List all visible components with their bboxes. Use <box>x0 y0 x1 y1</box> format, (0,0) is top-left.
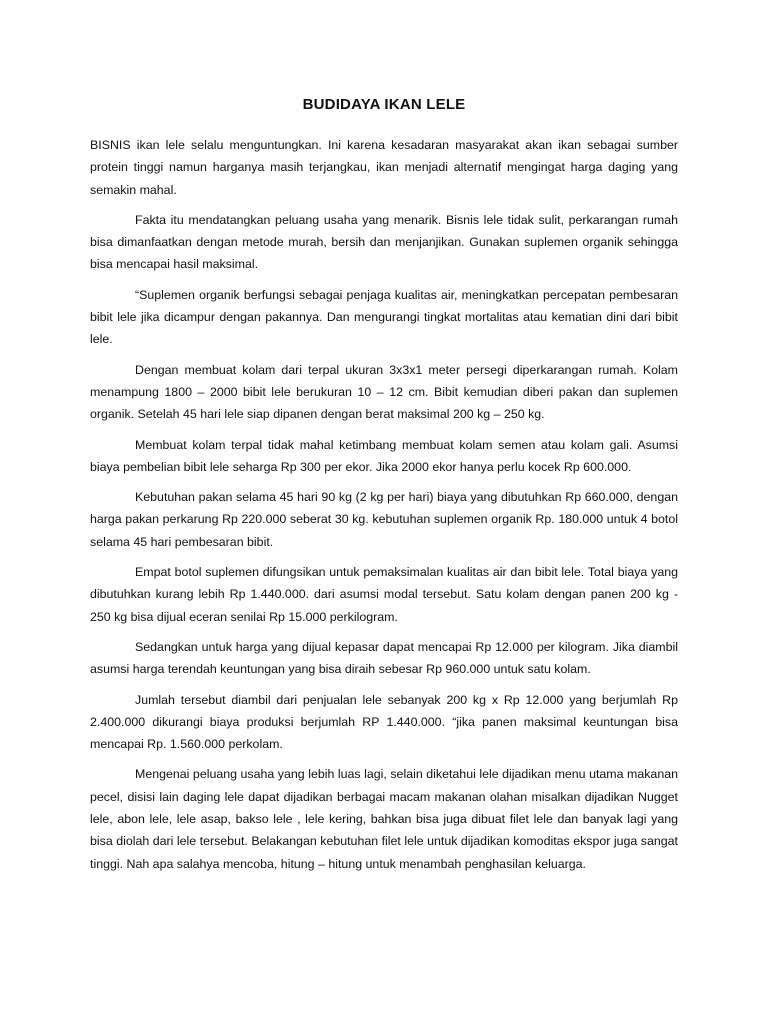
document-body <box>90 134 678 883</box>
paragraph-7: Empat botol suplemen difungsikan untuk pemaksimalan kualitas air dan bibit lele. Total biaya yang dibutuhkan kurang lebih Rp 1.440.000. dari asumsi modal tersebut. Satu kolam dengan panen 200 kg - 250 kg bisa dijual eceran senilai Rp 15.000 perkilogram. <box>90 565 678 624</box>
paragraph-1: BISNIS ikan lele selalu menguntungkan. Ini karena kesadaran masyarakat akan ikan sebagai sumber protein tinggi namun harganya masih terjangkau, ikan menjadi alternatif mengingat harga daging yang semakin mahal. <box>90 138 678 197</box>
paragraph-2: Fakta itu mendatangkan peluang usaha yang menarik. Bisnis lele tidak sulit, perkarangan rumah bisa dimanfaatkan dengan metode murah, bersih dan menjanjikan. Gunakan suplemen organik sehingga bisa mencapai hasil maksimal. <box>90 212 678 272</box>
paragraph-6: Kebutuhan pakan selama 45 hari 90 kg (2 kg per hari) biaya yang dibutuhkan Rp 660.000, dengan harga pakan perkarung Rp 220.000 seberat 30 kg. kebutuhan suplemen organik Rp. 180.000 untuk 4 botol selama 45 hari pembesaran bibit. <box>90 490 678 549</box>
paragraph-5: Membuat kolam terpal tidak mahal ketimbang membuat kolam semen atau kolam gali. Asumsi biaya pembelian bibit lele seharga Rp 300 per ekor. Jika 2000 ekor hanya perlu kocek Rp 600.000. <box>90 437 678 474</box>
paragraph-3: “Suplemen organik berfungsi sebagai penjaga kualitas air, meningkatkan percepatan pembesaran bibit lele jika dicampur dengan pakannya. Dan mengurangi tingkat mortalitas atau kematian dini dari bibit lele. <box>90 287 678 347</box>
paragraph-4: Dengan membuat kolam dari terpal ukuran 3x3x1 meter persegi diperkarangan rumah. Kolam menampung 1800 – 2000 bibit lele berukuran 10 – 12 cm. Bibit kemudian diberi pakan dan suplemen organik. Setelah 45 hari lele siap dipanen dengan berat maksimal 200 kg – 250 kg. <box>90 362 678 422</box>
document-title: BUDIDAYA IKAN LELE <box>302 96 466 113</box>
paragraph-10: Mengenai peluang usaha yang lebih luas lagi, selain diketahui lele dijadikan menu utama makanan pecel, disisi lain daging lele dapat dijadikan berbagai macam makanan olahan misalkan dijadikan Nugget lele, abon lele, lele asap, bakso lele , lele kering, bahkan bisa juga dibuat filet lele dan banyak lagi yang bisa diolah dari lele tersebut. Belakangan kebutuhan filet lele untuk dijadikan komoditas ekspor juga sangat tinggi. Nah apa salahya mencoba, hitung – hitung untuk menambah penghasilan keluarga. <box>90 767 678 871</box>
paragraph-9: Jumlah tersebut diambil dari penjualan lele sebanyak 200 kg x Rp 12.000 yang berjumlah Rp 2.400.000 dikurangi biaya produksi berjumlah RP 1.440.000. “jika panen maksimal keuntungan bisa mencapai Rp. 1.560.000 perkolam. <box>90 692 678 752</box>
paragraph-8: Sedangkan untuk harga yang dijual kepasar dapat mencapai Rp 12.000 per kilogram. Jika diambil asumsi harga terendah keuntungan yang bisa diraih sebesar Rp 960.000 untuk satu kolam. <box>90 639 678 677</box>
